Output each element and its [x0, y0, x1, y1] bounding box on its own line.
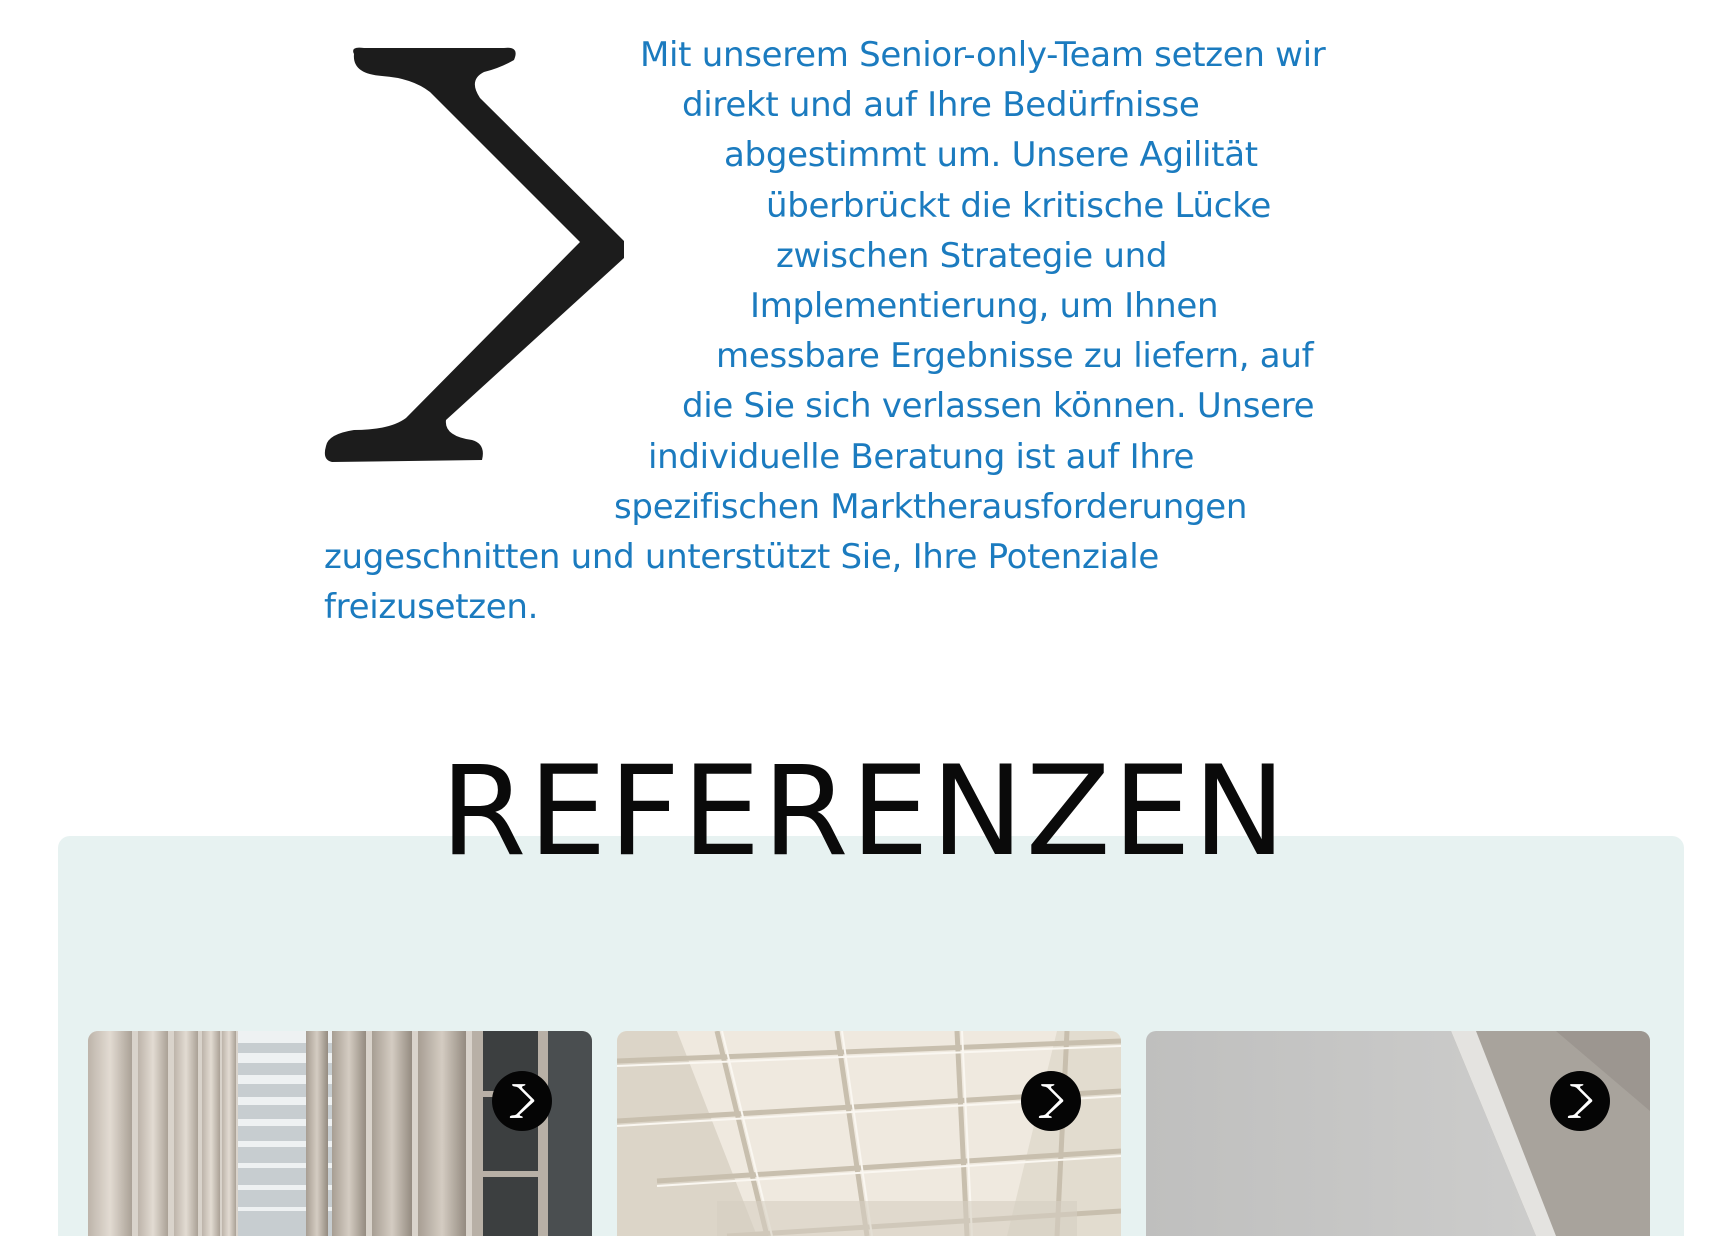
intro-line: abgestimmt um. Unsere Agilität — [724, 135, 1258, 176]
chevron-right-icon — [1037, 1084, 1065, 1118]
intro-paragraph — [324, 30, 1384, 632]
references-cards — [88, 1031, 1651, 1236]
intro-line: individuelle Beratung ist auf Ihre — [648, 436, 1195, 477]
building-columns-photo — [88, 1031, 592, 1236]
intro-line: Mit unserem Senior-only-Team setzen wir — [640, 35, 1326, 75]
chevron-right-icon — [508, 1084, 536, 1118]
intro-line: Implementierung, um Ihnen — [750, 286, 1219, 327]
intro-line: spezifischen Marktherausforderungen — [614, 486, 1248, 527]
intro-line: messbare Ergebnisse zu liefern, auf — [716, 336, 1314, 377]
intro-line: freizusetzen. — [324, 587, 539, 628]
reference-open-button[interactable] — [492, 1071, 552, 1131]
reference-open-button[interactable] — [1550, 1071, 1610, 1131]
reference-card-3[interactable] — [1146, 1031, 1650, 1236]
intro-line: zwischen Strategie und — [776, 235, 1168, 276]
intro-line: zugeschnitten und unterstützt Sie, Ihre Potenziale — [324, 537, 1159, 578]
chevron-right-icon — [1566, 1084, 1594, 1118]
wall-corner-photo — [1146, 1031, 1650, 1236]
intro-line: die Sie sich verlassen können. Unsere — [682, 386, 1315, 427]
intro-line: überbrückt die kritische Lücke — [766, 185, 1271, 226]
intro-line: direkt und auf Ihre Bedürfnisse — [682, 85, 1200, 126]
reference-card-1[interactable] — [88, 1031, 592, 1236]
reference-card-2[interactable] — [617, 1031, 1121, 1236]
references-heading: REFERENZEN — [440, 740, 1288, 884]
coffered-ceiling-photo — [617, 1031, 1121, 1236]
reference-open-button[interactable] — [1021, 1071, 1081, 1131]
